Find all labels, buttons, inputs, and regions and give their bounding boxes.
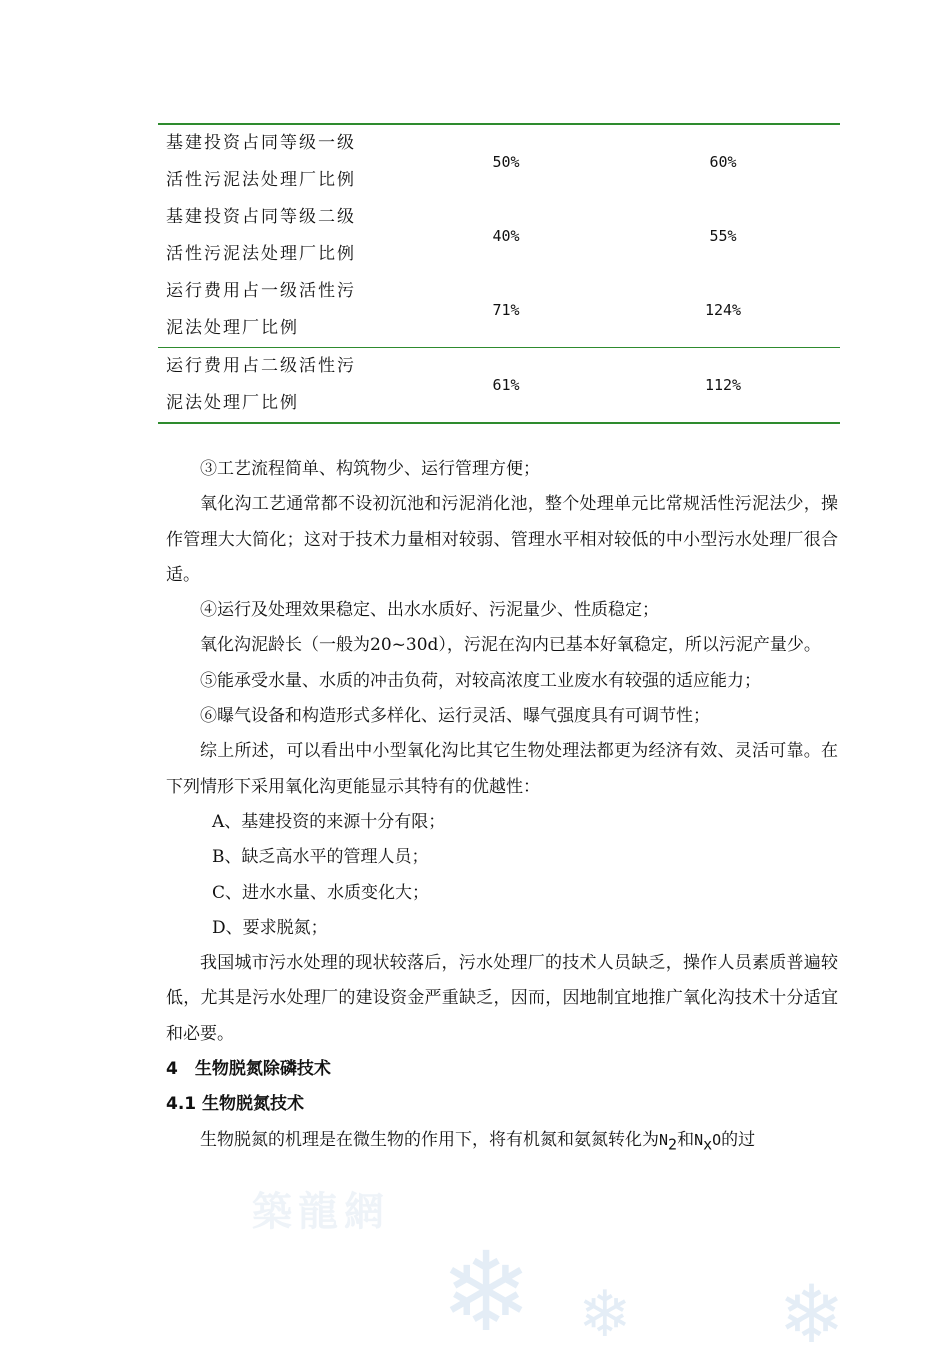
paragraph: ④运行及处理效果稳定、出水水质好、污泥量少、性质稳定； (200, 600, 659, 621)
row-label: 基建投资占同等级二级 活性污泥法处理厂比例 (166, 207, 356, 264)
paragraph: 综上所述，可以看出中小型氧化沟比其它生物处理法都更为经济有效、灵活可靠。在下列情形下采用氧化沟更能显示其特有的优越性： (166, 741, 838, 797)
table-row (158, 199, 840, 273)
list-item: D、要求脱氮； (212, 917, 328, 938)
list-item: C、进水水量、水质变化大； (212, 882, 430, 903)
comparison-table (158, 123, 840, 424)
paragraph: 我国城市污水处理的现状较落后，污水处理厂的技术人员缺乏，操作人员素质普遍较低，尤其是污水处理厂的建设资金严重缺乏，因而，因地制宜地推广氧化沟技术十分适宜和必要。 (166, 953, 838, 1044)
paragraph: 氧化沟工艺通常都不设初沉池和污泥消化池，整个处理单元比常规活性污泥法少，操作管理大大简化；这对于技术力量相对较弱、管理水平相对较低的中小型污水处理厂很合适。 (166, 494, 838, 585)
paragraph: ③工艺流程简单、构筑物少、运行管理方便； (200, 459, 540, 479)
value-cell-2: 55% (709, 227, 737, 245)
value-cell-1: 50% (492, 153, 520, 171)
snowflake-icon: ❄ (440, 1228, 533, 1356)
watermark-logo: 築龍網 (252, 1188, 390, 1235)
document-body (166, 452, 838, 1162)
value-cell-2: 124% (704, 301, 742, 319)
section-heading: 4 生物脱氮除磷技术 (166, 1059, 331, 1080)
paragraph: 氧化沟泥龄长（一般为20~30d），污泥在沟内已基本好氧稳定，所以污泥产量少。 (200, 635, 821, 656)
row-label: 运行费用占二级活性污 泥法处理厂比例 (158, 348, 406, 424)
list-item: A、基建投资的来源十分有限； (212, 811, 446, 832)
value-cell-2: 112% (606, 348, 840, 424)
table-row (158, 348, 840, 424)
value-cell-1: 40% (492, 227, 520, 245)
snowflake-icon: ❄ (578, 1278, 632, 1352)
subsection-heading: 4.1 生物脱氮技术 (166, 1094, 305, 1115)
snowflake-icon: ❄ (778, 1268, 846, 1361)
row-label: 运行费用占一级活性污 泥法处理厂比例 (166, 281, 356, 338)
row-label: 基建投资占同等级一级 活性污泥法处理厂比例 (166, 133, 356, 190)
paragraph: ⑥曝气设备和构造形式多样化、运行灵活、曝气强度具有可调节性； (200, 706, 710, 727)
value-cell-1: 61% (406, 348, 606, 424)
list-item: B、缺乏高水平的管理人员； (212, 847, 429, 868)
paragraph: 生物脱氮的机理是在微生物的作用下，将有机氮和氨氮转化为$N_2$和$N_xO$的过 (200, 1129, 756, 1154)
value-cell-2: 60% (709, 153, 737, 171)
value-cell-1: 71% (492, 301, 520, 319)
table-row (158, 273, 840, 348)
table-row (158, 124, 840, 199)
paragraph: ⑤能承受水量、水质的冲击负荷，对较高浓度工业废水有较强的适应能力； (200, 670, 761, 691)
